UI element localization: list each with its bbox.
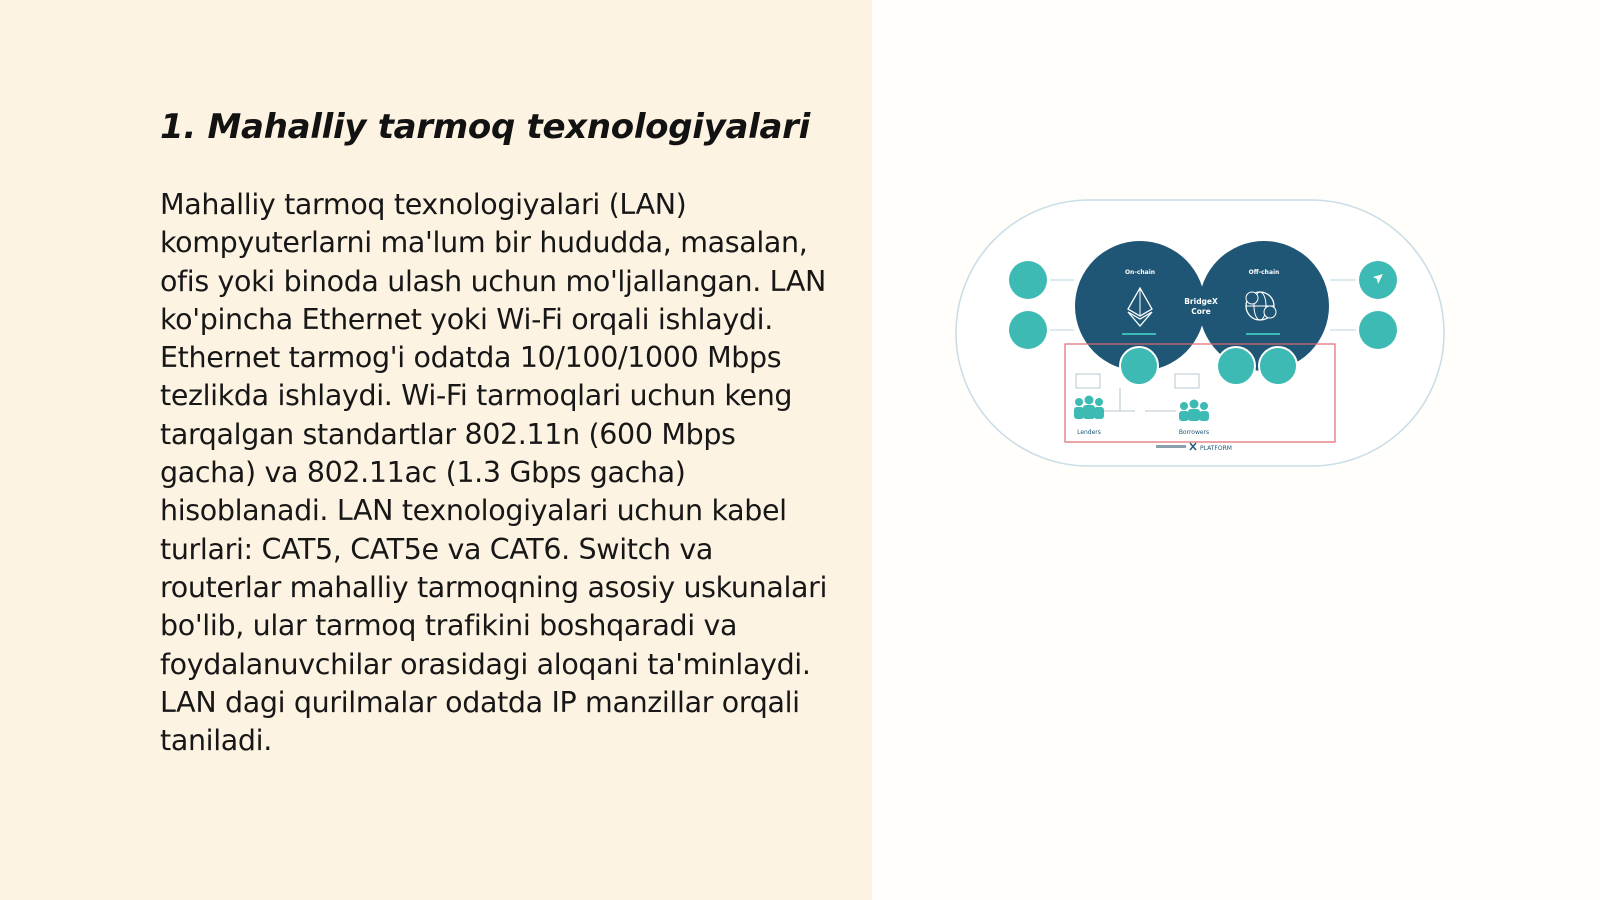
slide-title: 1. Mahalliy tarmoq texnologiyalari [160, 107, 810, 147]
lenders-people-icon [1074, 396, 1104, 420]
core-label-line1: BridgeX [1184, 297, 1218, 306]
right-node-bottom [1359, 311, 1397, 349]
off-chain-label: Off-chain [1248, 269, 1280, 276]
bottom-node-right [1259, 347, 1297, 385]
platform-label: PLATFORM [1200, 445, 1232, 452]
left-node-top [1009, 261, 1047, 299]
bottom-node-middle [1217, 347, 1255, 385]
core-label-line2: Core [1191, 307, 1211, 316]
bridgex-platform-diagram [950, 198, 1450, 476]
borrowers-label: Borrowers [1178, 429, 1210, 436]
lenders-label: Lenders [1077, 429, 1101, 436]
flow-box-right [1175, 374, 1199, 388]
slide-body-text: Mahalliy tarmoq texnologiyalari (LAN) kompyuterlarni ma'lum bir hududda, masalan, ofis yoki binoda ulash uchun mo'ljallangan. LAN ko'pincha Ethernet yoki Wi-Fi orqali ishlaydi. Ethernet tarmog'i odatda 10/100/1000 Mbps tezlikda ishlaydi. Wi-Fi tarmoqlari uchun keng tarqalgan standartlar 802.11n (600 Mbps gacha) va 802.11ac (1.3 Gbps gacha) hisoblanadi. LAN texnologiyalari uchun kabel turlari: CAT5, CAT5e va CAT6. Switch va routerlar mahalliy tarmoqning asosiy uskunalari bo'lib, ular tarmoq trafikini boshqaradi va foydalanuvchilar orasidagi aloqani ta'minlaydi. LAN dagi qurilmalar odatda IP manzillar orqali taniladi. [160, 188, 828, 758]
bottom-node-left [1120, 347, 1158, 385]
flow-box-left [1076, 374, 1100, 388]
left-node-bottom [1009, 311, 1047, 349]
on-chain-label: On-chain [1124, 269, 1156, 276]
